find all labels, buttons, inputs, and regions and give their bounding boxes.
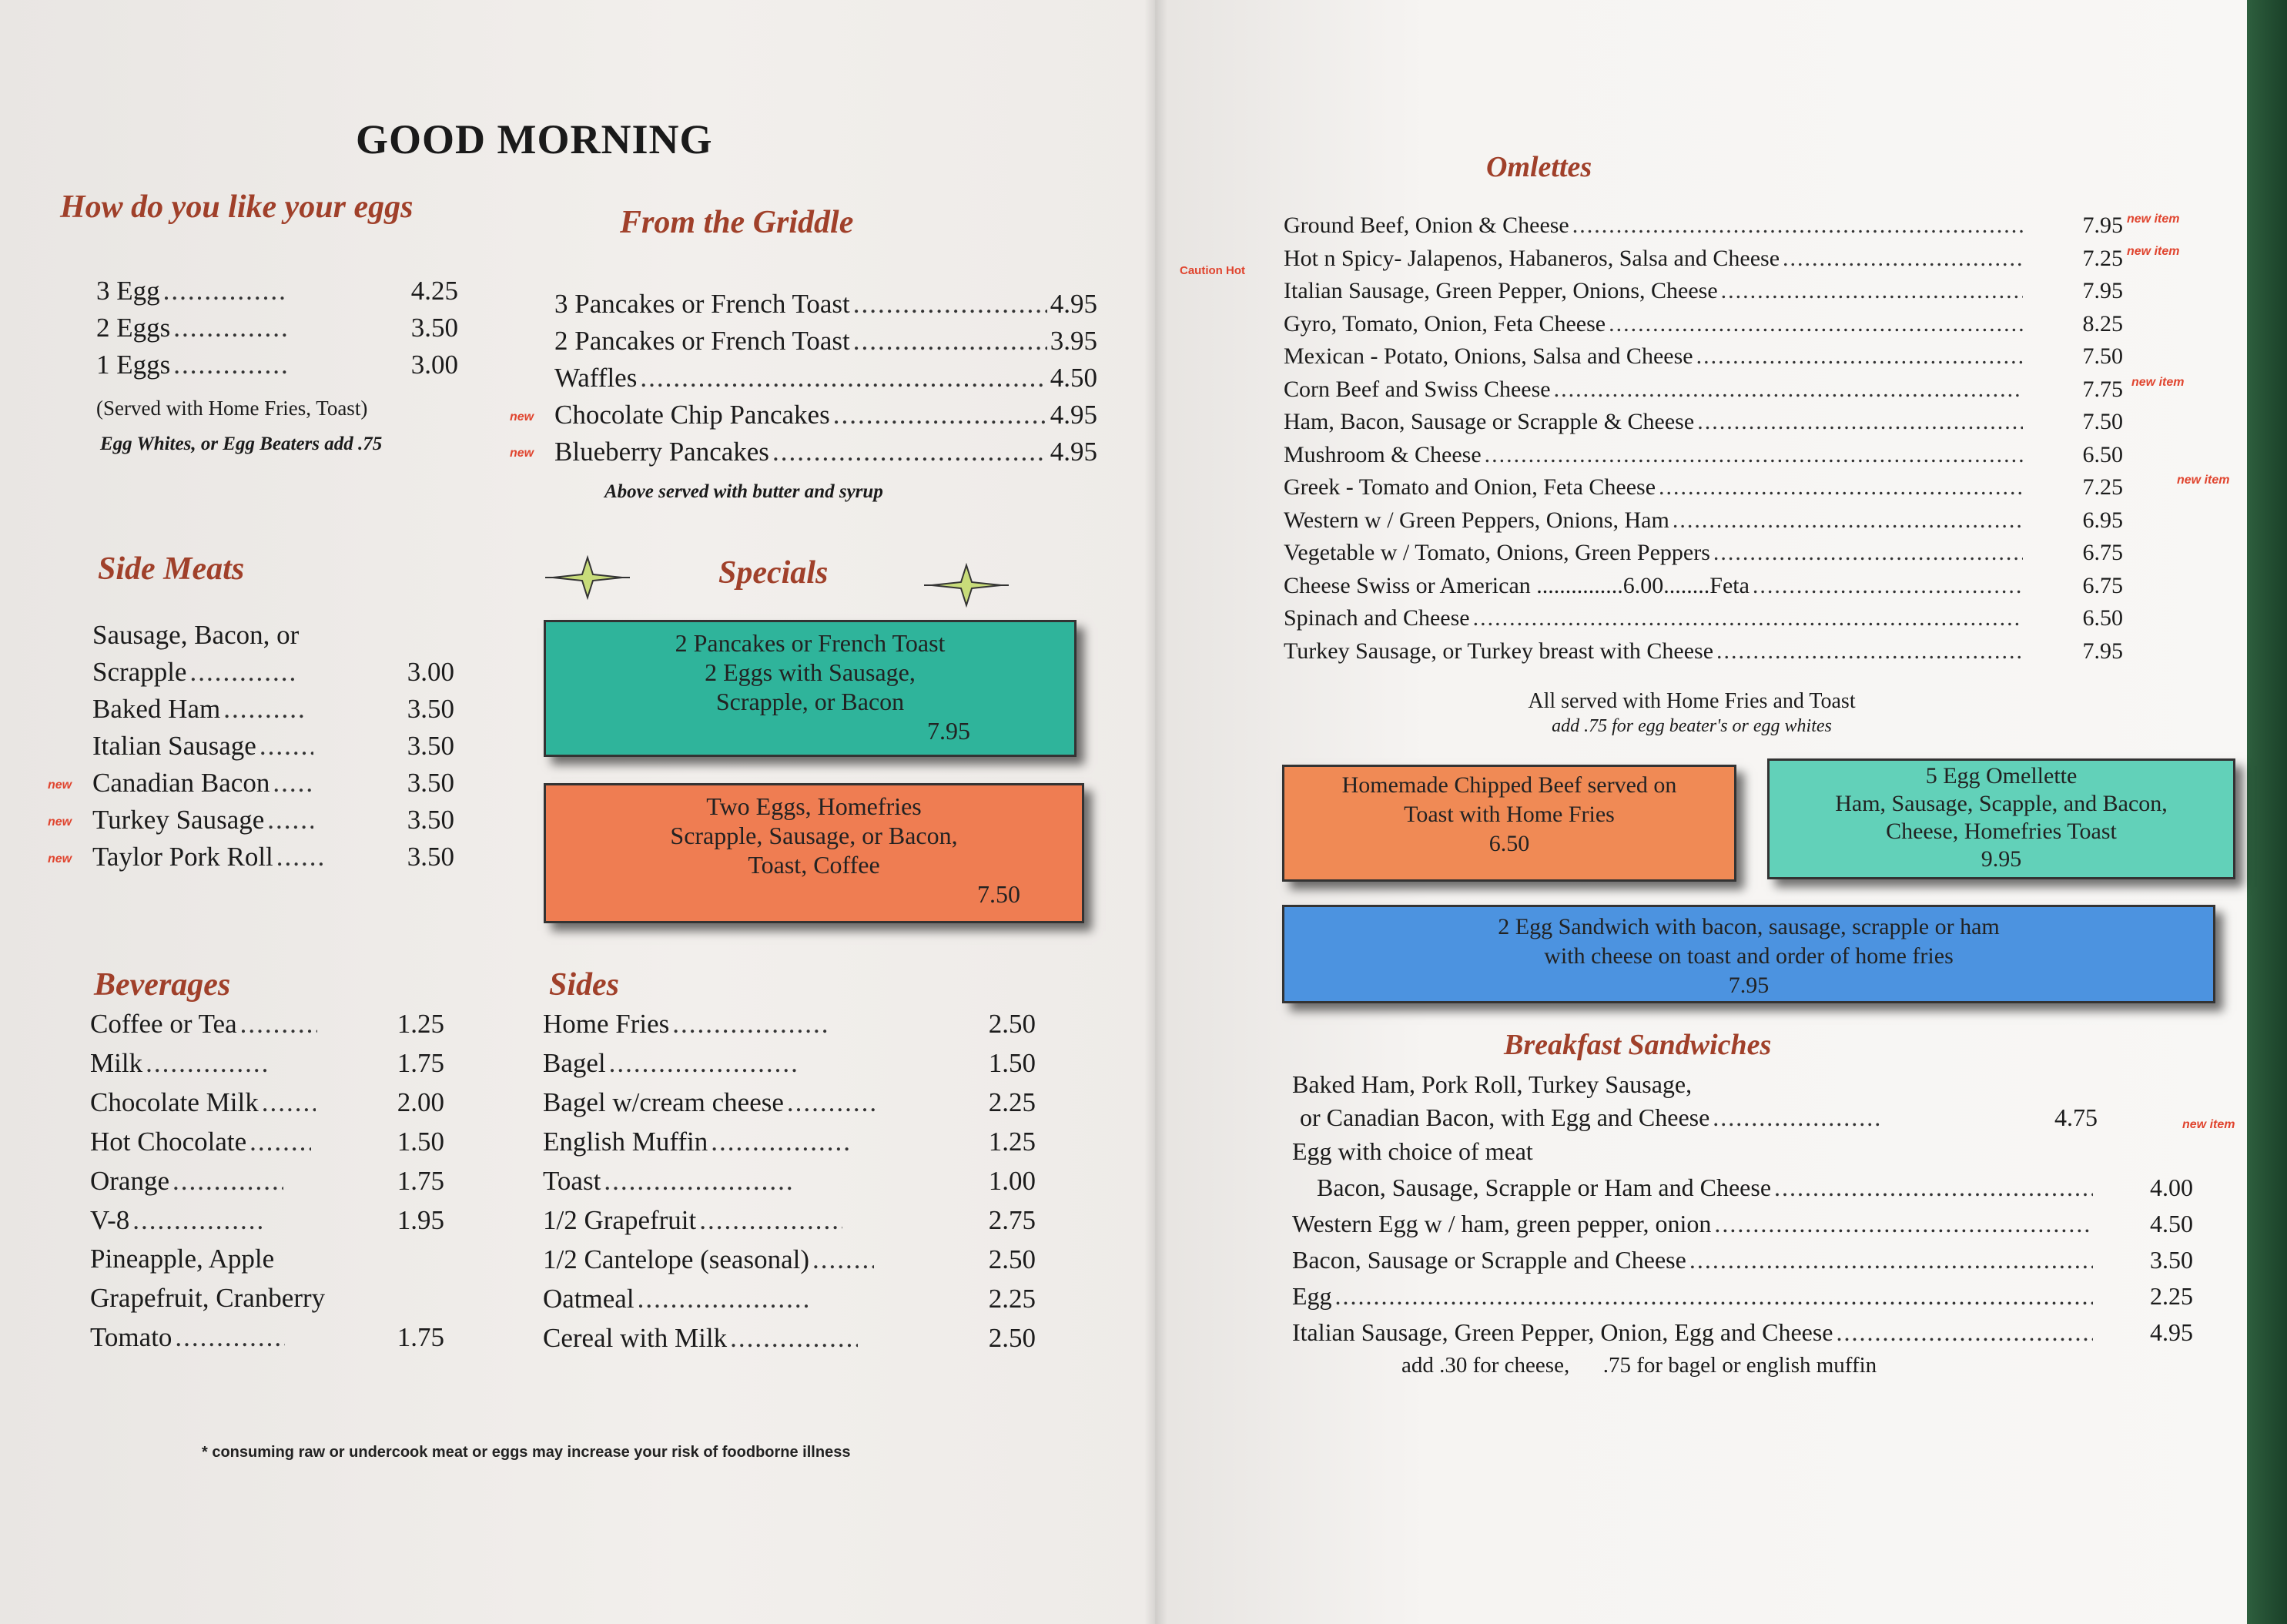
special-price: 7.50	[977, 880, 1020, 908]
item-price: 3.00	[407, 657, 455, 687]
item-name: Bagel w/cream cheese	[543, 1087, 784, 1117]
new-item-badge: new item	[2127, 213, 2180, 226]
sides-section-title: Sides	[549, 967, 620, 1003]
item-price: 7.95	[2082, 278, 2123, 303]
list-item	[1284, 343, 2123, 377]
special-line: Toast, Coffee	[748, 851, 880, 879]
special-box-two-eggs	[544, 783, 1084, 923]
list-item	[1284, 540, 2123, 573]
list-item	[90, 1087, 444, 1127]
new-badge: new	[48, 852, 72, 866]
item-price: 6.50	[2082, 605, 2123, 631]
special-price: 6.50	[1488, 831, 1530, 856]
menu-fold	[1144, 0, 1167, 1624]
list-item	[1284, 213, 2123, 246]
list-item	[90, 1205, 444, 1244]
sandwiches-addon-note: add .30 for cheese, .75 for bagel or english muffin	[1401, 1353, 1877, 1378]
item-name: Tomato	[90, 1322, 172, 1352]
item-name: Spinach and Cheese	[1284, 605, 1470, 631]
item-price: 1.95	[397, 1205, 444, 1235]
eggs-whites-note: Egg Whites, or Egg Beaters add .75	[100, 434, 383, 454]
new-badge: new	[510, 410, 534, 424]
item-name: Bagel	[543, 1048, 606, 1078]
list-item	[1300, 1103, 2208, 1137]
item-name: Ham, Bacon, Sausage or Scrapple & Cheese	[1284, 409, 1695, 434]
special-price: 7.95	[927, 717, 970, 745]
special-line: with cheese on toast and order of home fries	[1544, 943, 1954, 969]
list-item	[543, 1284, 1036, 1323]
item-price: 4.95	[1050, 437, 1097, 467]
item-price: 3.50	[407, 842, 454, 872]
item-name: Turkey Sausage, or Turkey breast with Cheese	[1284, 638, 1714, 664]
special-box-pancakes	[544, 620, 1077, 757]
new-badge: new	[48, 815, 72, 829]
item-name: Bacon, Sausage, Scrapple or Ham and Cheese	[1317, 1174, 1772, 1201]
special-line: Ham, Sausage, Scapple, and Bacon,	[1835, 791, 2168, 816]
item-name: 2 Eggs	[96, 313, 171, 343]
list-item	[92, 657, 454, 694]
special-line: Two Eggs, Homefries	[706, 792, 922, 820]
item-name: Scrapple	[92, 657, 187, 687]
new-item-badge: new item	[2131, 376, 2185, 389]
item-price: 2.50	[988, 1009, 1036, 1039]
list-item	[1284, 605, 2123, 638]
tomato-row	[90, 1322, 444, 1359]
griddle-note: Above served with butter and syrup	[604, 481, 883, 502]
item-price: 4.25	[410, 276, 459, 306]
list-item	[554, 326, 1097, 363]
specials-section-title: Specials	[718, 555, 829, 591]
item-name: Coffee or Tea	[90, 1009, 237, 1039]
item-name: Western w / Green Peppers, Onions, Ham	[1284, 507, 1669, 533]
item-price: 7.25	[2082, 245, 2123, 271]
list-item	[96, 350, 458, 387]
item-name: 1/2 Cantelope (seasonal)	[543, 1244, 810, 1274]
item-price: 7.95	[2082, 638, 2123, 664]
item-name: Blueberry Pancakes	[554, 437, 769, 467]
list-item	[1292, 1318, 2193, 1354]
item-price: 3.50	[410, 313, 458, 343]
special-line: 2 Egg Sandwich with bacon, sausage, scrapple or ham	[1498, 914, 2000, 939]
item-price: 3.95	[1050, 326, 1097, 356]
eggs-list	[96, 276, 458, 387]
list-item	[543, 1166, 1036, 1205]
item-name: 1 Eggs	[96, 350, 171, 380]
list-item	[543, 1127, 1036, 1166]
list-item	[543, 1009, 1036, 1048]
new-badge: new	[48, 779, 72, 792]
list-item	[554, 363, 1097, 400]
item-price: 4.95	[1050, 289, 1097, 319]
item-price: 1.50	[397, 1127, 444, 1157]
item-price: 3.50	[407, 731, 454, 761]
beverages-section-title: Beverages	[94, 967, 231, 1003]
special-box-egg-sandwich	[1282, 905, 2215, 1003]
list-item	[90, 1127, 444, 1166]
item-price: 2.50	[988, 1323, 1036, 1353]
item-price: 3.50	[407, 805, 454, 835]
side-meats-section-title: Side Meats	[98, 551, 245, 587]
item-price: 2.25	[2150, 1282, 2193, 1310]
omlettes-list	[1284, 213, 2123, 671]
item-price: 4.50	[1050, 363, 1097, 393]
eggs-section-title: How do you like your eggs	[60, 189, 414, 225]
item-price: 7.25	[2082, 474, 2123, 500]
special-line: 2 Eggs with Sausage,	[705, 658, 916, 686]
sandwich-combo-row	[1300, 1103, 2208, 1137]
item-price: 1.75	[397, 1048, 445, 1078]
list-item	[543, 1244, 1036, 1284]
item-name: Corn Beef and Swiss Cheese	[1284, 376, 1551, 402]
item-price: 3.50	[407, 694, 454, 724]
item-name: Oatmeal	[543, 1284, 635, 1314]
item-name: Turkey Sausage	[92, 805, 265, 835]
item-name: Ground Beef, Onion & Cheese	[1284, 213, 1569, 238]
list-item	[1284, 638, 2123, 671]
list-item	[1292, 1282, 2193, 1318]
sides-list	[543, 1009, 1036, 1362]
list-item	[1284, 573, 2123, 606]
sandwich-line: Baked Ham, Pork Roll, Turkey Sausage,	[1292, 1070, 1693, 1098]
sandwiches-section-title: Breakfast Sandwiches	[1504, 1029, 1772, 1061]
item-price: 6.95	[2082, 507, 2123, 533]
eggs-served-note: (Served with Home Fries, Toast)	[96, 397, 368, 420]
list-item	[1284, 311, 2123, 344]
list-item	[90, 1048, 444, 1087]
item-name: Orange	[90, 1166, 170, 1196]
list-item	[90, 1009, 444, 1048]
item-price: 3.00	[410, 350, 458, 380]
item-name: Western Egg w / ham, green pepper, onion	[1292, 1210, 1712, 1237]
list-item	[90, 1322, 444, 1359]
list-item	[92, 731, 454, 768]
special-line: 5 Egg Omellette	[1925, 763, 2078, 789]
item-name: Bacon, Sausage or Scrapple and Cheese	[1292, 1246, 1686, 1274]
list-item	[1284, 246, 2123, 279]
item-price: 1.75	[397, 1166, 445, 1196]
item-price: 1.50	[988, 1048, 1036, 1078]
beverages-list	[90, 1009, 444, 1244]
item-name: Milk	[90, 1048, 143, 1078]
omlettes-served-note: All served with Home Fries and Toast	[1528, 689, 1856, 713]
page-title: GOOD MORNING	[356, 116, 713, 162]
table-background	[2247, 0, 2287, 1624]
item-price: 7.75	[2082, 376, 2123, 402]
list-item	[543, 1323, 1036, 1362]
list-item	[554, 289, 1097, 326]
item-name: Chocolate Milk	[90, 1087, 259, 1117]
special-price: 7.95	[1728, 973, 1770, 998]
special-line: Homemade Chipped Beef served on	[1341, 772, 1677, 798]
item-name: 1/2 Grapefruit	[543, 1205, 697, 1235]
list-item	[1284, 507, 2123, 541]
item-name: Greek - Tomato and Onion, Feta Cheese	[1284, 474, 1656, 500]
list-item	[96, 276, 458, 313]
foodborne-disclaimer: * consuming raw or undercook meat or eggs may increase your risk of foodborne illness	[202, 1444, 851, 1461]
item-name: Canadian Bacon	[92, 768, 270, 798]
item-name: Toast	[543, 1166, 601, 1196]
item-price: 4.95	[1050, 400, 1097, 430]
special-box-five-egg	[1767, 758, 2235, 879]
list-item	[543, 1205, 1036, 1244]
item-price: 7.50	[2082, 343, 2123, 369]
item-price: 3.50	[2150, 1246, 2193, 1274]
list-item	[1284, 409, 2123, 442]
special-price: 9.95	[1981, 846, 2022, 872]
item-price: 8.25	[2082, 310, 2123, 337]
list-item	[92, 805, 454, 842]
item-name: Hot Chocolate	[90, 1127, 247, 1157]
list-item	[92, 842, 454, 879]
item-price: 2.50	[988, 1244, 1036, 1274]
new-item-badge: new item	[2177, 474, 2230, 487]
item-name: Italian Sausage, Green Pepper, Onions, Cheese	[1284, 278, 1718, 303]
item-price: 2.00	[397, 1087, 444, 1117]
item-price: 4.00	[2150, 1174, 2193, 1201]
item-name: Baked Ham	[92, 694, 221, 724]
special-line: Toast with Home Fries	[1404, 802, 1615, 827]
item-name: Gyro, Tomato, Onion, Feta Cheese	[1284, 310, 1606, 337]
juice-line: Pineapple, Apple	[90, 1244, 275, 1274]
list-item	[1292, 1174, 2193, 1210]
item-name: V-8	[90, 1205, 130, 1235]
sandwiches-list	[1292, 1174, 2193, 1354]
sandwich-line: Egg with choice of meat	[1292, 1137, 1533, 1165]
item-price: 4.75	[2054, 1103, 2098, 1131]
item-price: 1.75	[397, 1322, 445, 1352]
list-item	[90, 1166, 444, 1205]
item-price: 2.25	[988, 1087, 1036, 1117]
list-item	[1284, 377, 2123, 410]
item-name: Italian Sausage, Green Pepper, Onion, Egg and Cheese	[1292, 1318, 1833, 1346]
item-name: Vegetable w / Tomato, Onions, Green Peppers	[1284, 540, 1710, 565]
item-price: 3.50	[407, 768, 454, 798]
item-price: 1.25	[397, 1009, 444, 1039]
item-name: Mushroom & Cheese	[1284, 441, 1482, 467]
item-name: Hot n Spicy- Jalapenos, Habaneros, Salsa and Cheese	[1284, 245, 1780, 271]
omlettes-egg-note: add .75 for egg beater's or egg whites	[1552, 716, 1832, 736]
list-item	[1284, 442, 2123, 475]
item-price: 2.25	[988, 1284, 1036, 1314]
list-item	[554, 437, 1097, 474]
item-name: English Muffin	[543, 1127, 708, 1157]
list-item	[554, 400, 1097, 437]
list-item	[1284, 278, 2123, 311]
special-box-chipped-beef	[1282, 765, 1736, 882]
item-price: 4.50	[2150, 1210, 2193, 1237]
list-item	[92, 768, 454, 805]
item-name: Mexican - Potato, Onions, Salsa and Cheese	[1284, 343, 1693, 369]
item-price: 7.95	[2082, 213, 2123, 238]
item-name: Cheese Swiss or American ...............6.00........Feta	[1284, 572, 1750, 598]
item-name: Chocolate Chip Pancakes	[554, 400, 830, 430]
list-item	[1292, 1246, 2193, 1282]
item-name: 2 Pancakes or French Toast	[554, 326, 850, 356]
item-name: Waffles	[554, 363, 638, 393]
item-price: 6.50	[2082, 441, 2123, 467]
item-price: 1.00	[988, 1166, 1036, 1196]
list-item	[543, 1087, 1036, 1127]
list-item	[92, 694, 454, 731]
special-line: 2 Pancakes or French Toast	[675, 629, 946, 657]
side-meats-list	[92, 657, 454, 879]
list-item	[1284, 474, 2123, 507]
griddle-section-title: From the Griddle	[620, 205, 854, 240]
item-price: 4.95	[2150, 1318, 2193, 1346]
list-item	[543, 1048, 1036, 1087]
special-line: Scrapple, Sausage, or Bacon,	[670, 822, 958, 849]
special-line: Scrapple, or Bacon	[715, 688, 905, 715]
item-price: 6.75	[2082, 572, 2123, 598]
item-name: Taylor Pork Roll	[92, 842, 273, 872]
item-name: 3 Pancakes or French Toast	[554, 289, 850, 319]
star-ornament-icon	[924, 562, 1009, 608]
side-meats-intro: Sausage, Bacon, or	[92, 620, 300, 650]
list-item	[1292, 1210, 2193, 1246]
new-item-badge: new item	[2127, 245, 2180, 258]
item-price: 2.75	[988, 1205, 1036, 1235]
caution-hot-label: Caution Hot	[1180, 264, 1245, 277]
new-item-badge: new item	[2182, 1118, 2235, 1131]
item-price: 1.25	[988, 1127, 1036, 1157]
item-name: Italian Sausage	[92, 731, 256, 761]
omlettes-section-title: Omlettes	[1486, 151, 1592, 183]
list-item	[96, 313, 458, 350]
new-badge: new	[510, 447, 534, 460]
griddle-list	[554, 289, 1097, 474]
item-name: Egg	[1292, 1282, 1332, 1310]
item-name: Cereal with Milk	[543, 1323, 728, 1353]
item-name: or Canadian Bacon, with Egg and Cheese	[1300, 1103, 1710, 1131]
item-price: 6.75	[2082, 540, 2123, 565]
juice-line: Grapefruit, Cranberry	[90, 1283, 326, 1313]
item-price: 7.50	[2082, 409, 2123, 434]
special-line: Cheese, Homefries Toast	[1886, 819, 2117, 844]
item-name: Home Fries	[543, 1009, 670, 1039]
star-ornament-icon	[545, 554, 630, 601]
item-name: 3 Egg	[96, 276, 160, 306]
